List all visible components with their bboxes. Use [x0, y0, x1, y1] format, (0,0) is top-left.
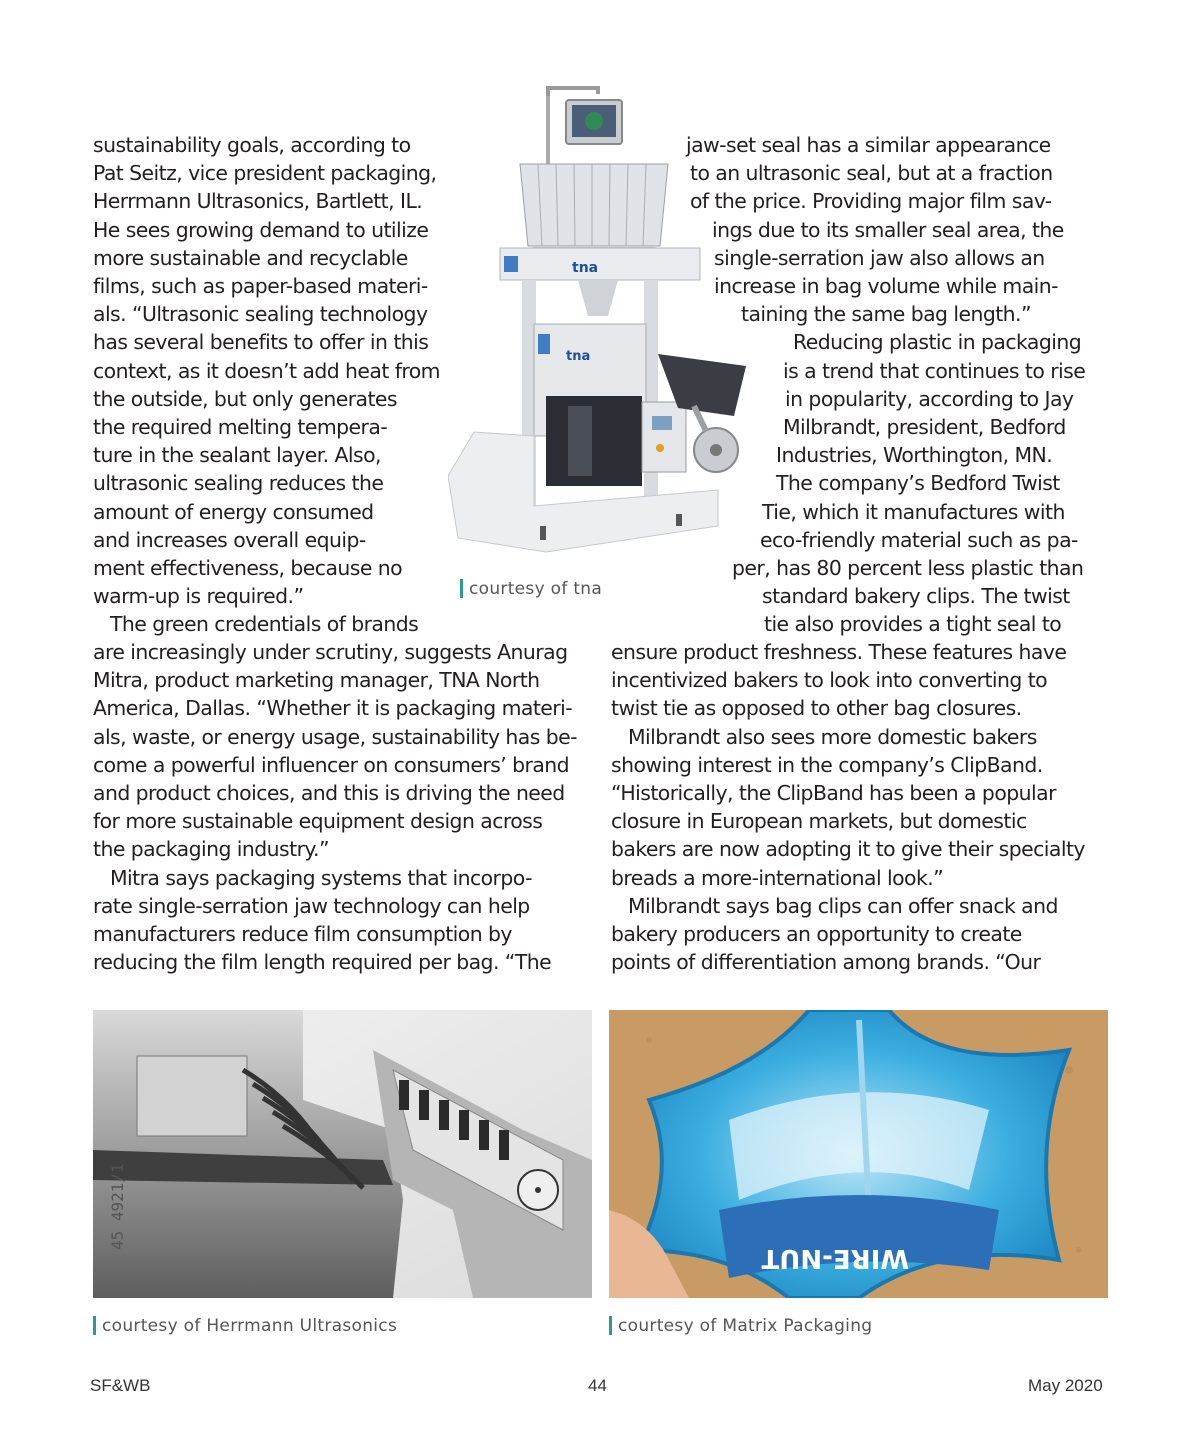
- footer-page-number: 44: [588, 1376, 607, 1395]
- article-line: amount of energy consumed: [93, 499, 374, 524]
- article-line: Industries, Worthington, MN.: [776, 443, 1053, 468]
- article-line: are increasingly under scrutiny, suggests Anurag: [93, 640, 568, 664]
- article-line: “Historically, the ClipBand has been a popular: [611, 781, 1056, 805]
- article-line: America, Dallas. “Whether it is packaging materi-: [93, 696, 573, 721]
- article-line: in popularity, according to Jay: [785, 386, 1074, 411]
- article-line: and increases overall equip-: [93, 527, 366, 552]
- article-line: and product choices, and this is driving the need: [93, 781, 565, 805]
- caption-tna: [460, 578, 602, 600]
- article-line: taining the same bag length.”: [741, 302, 1031, 327]
- footer-publication: SF&WB: [90, 1376, 151, 1395]
- article-line: twist tie as opposed to other bag closures.: [611, 696, 1022, 721]
- article-line: single-serration jaw also allows an: [714, 245, 1045, 270]
- article-line: bakery producers an opportunity to create: [611, 922, 1022, 946]
- article-line: The company’s Bedford Twist: [776, 471, 1060, 496]
- article-line: has several benefits to offer in this: [93, 330, 429, 355]
- article-line: of the price. Providing major film sav-: [690, 189, 1052, 214]
- caption-text: courtesy of Herrmann Ultrasonics: [102, 1316, 398, 1336]
- article-line: ultrasonic sealing reduces the: [93, 471, 384, 496]
- article-line: rate single-serration jaw technology can help: [93, 893, 530, 918]
- article-line: breads a more-international look.”: [611, 865, 944, 890]
- footer-date: May 2020: [1028, 1376, 1103, 1395]
- article-line: ings due to its smaller seal area, the: [712, 217, 1064, 242]
- article-line: the packaging industry.”: [93, 837, 329, 862]
- caption-accent-bar: [93, 1316, 96, 1335]
- article-line: He sees growing demand to utilize: [93, 217, 429, 242]
- article-line: tie also provides a tight seal to: [764, 612, 1062, 637]
- article-line: reducing the film length required per bag. “The: [93, 950, 552, 975]
- article-line: als. “Ultrasonic sealing technology: [93, 302, 428, 327]
- article-line: to an ultrasonic seal, but at a fraction: [690, 161, 1053, 186]
- article-line: context, as it doesn’t add heat from: [93, 358, 440, 383]
- article-line: Milbrandt says bag clips can offer snack and: [628, 893, 1058, 918]
- article-line: come a powerful influencer on consumers’ brand: [93, 752, 570, 777]
- matrix-bag-photo: [609, 1010, 1108, 1298]
- article-line: Reducing plastic in packaging: [793, 330, 1082, 355]
- article-line: points of differentiation among brands. “Our: [611, 950, 1041, 975]
- article-line: Milbrandt also sees more domestic bakers: [628, 724, 1037, 749]
- svg-text:tna: tna: [566, 349, 591, 364]
- article-line: showing interest in the company’s ClipBand.: [611, 752, 1043, 777]
- article-line: the outside, but only generates: [93, 386, 397, 411]
- article-line: bakers are now adopting it to give their specialty: [611, 837, 1085, 862]
- caption-text: courtesy of tna: [469, 579, 603, 599]
- caption-matrix: [609, 1315, 872, 1337]
- article-line: increase in bag volume while main-: [714, 274, 1058, 298]
- article-line: Herrmann Ultrasonics, Bartlett, IL.: [93, 189, 423, 214]
- article-line: Mitra says packaging systems that incorpo-: [110, 865, 532, 890]
- article-line: Tie, which it manufactures with: [762, 499, 1065, 524]
- caption-herrmann: [93, 1315, 397, 1337]
- jaw-engraving: 45 4921/1: [108, 1163, 127, 1250]
- article-line: eco-friendly material such as pa-: [760, 527, 1078, 552]
- article-line: jaw-set seal has a similar appearance: [686, 133, 1051, 157]
- article-line: more sustainable and recyclable: [93, 245, 408, 270]
- article-line: manufacturers reduce film consumption by: [93, 922, 512, 946]
- article-line: standard bakery clips. The twist: [762, 584, 1070, 609]
- article-line: is a trend that continues to rise: [783, 358, 1086, 383]
- caption-accent-bar: [609, 1316, 612, 1335]
- caption-text: courtesy of Matrix Packaging: [618, 1316, 873, 1336]
- article-line: per, has 80 percent less plastic than: [732, 556, 1084, 580]
- article-line: The green credentials of brands: [110, 612, 419, 637]
- article-line: Pat Seitz, vice president packaging,: [93, 161, 437, 186]
- caption-accent-bar: [460, 579, 463, 598]
- bag-print-text: WIRE-NUT: [761, 1243, 909, 1273]
- article-line: incentivized bakers to look into converting to: [611, 668, 1048, 693]
- article-line: the required melting tempera-: [93, 415, 388, 439]
- herrmann-jaws-photo: [93, 1010, 592, 1298]
- article-line: ture in the sealant layer. Also,: [93, 443, 381, 468]
- article-line: films, such as paper-based materi-: [93, 274, 428, 298]
- article-line: Milbrandt, president, Bedford: [783, 415, 1066, 439]
- article-line: ment effectiveness, because no: [93, 556, 403, 580]
- article-line: for more sustainable equipment design across: [93, 809, 543, 834]
- article-line: closure in European markets, but domestic: [611, 809, 1027, 834]
- article-line: warm-up is required.”: [93, 584, 304, 609]
- article-line: ensure product freshness. These features have: [611, 640, 1067, 664]
- article-line: sustainability goals, according to: [93, 133, 411, 157]
- article-line: als, waste, or energy usage, sustainability has be-: [93, 724, 577, 749]
- tna-logo-text: tna: [572, 260, 599, 276]
- article-line: Mitra, product marketing manager, TNA North: [93, 668, 540, 693]
